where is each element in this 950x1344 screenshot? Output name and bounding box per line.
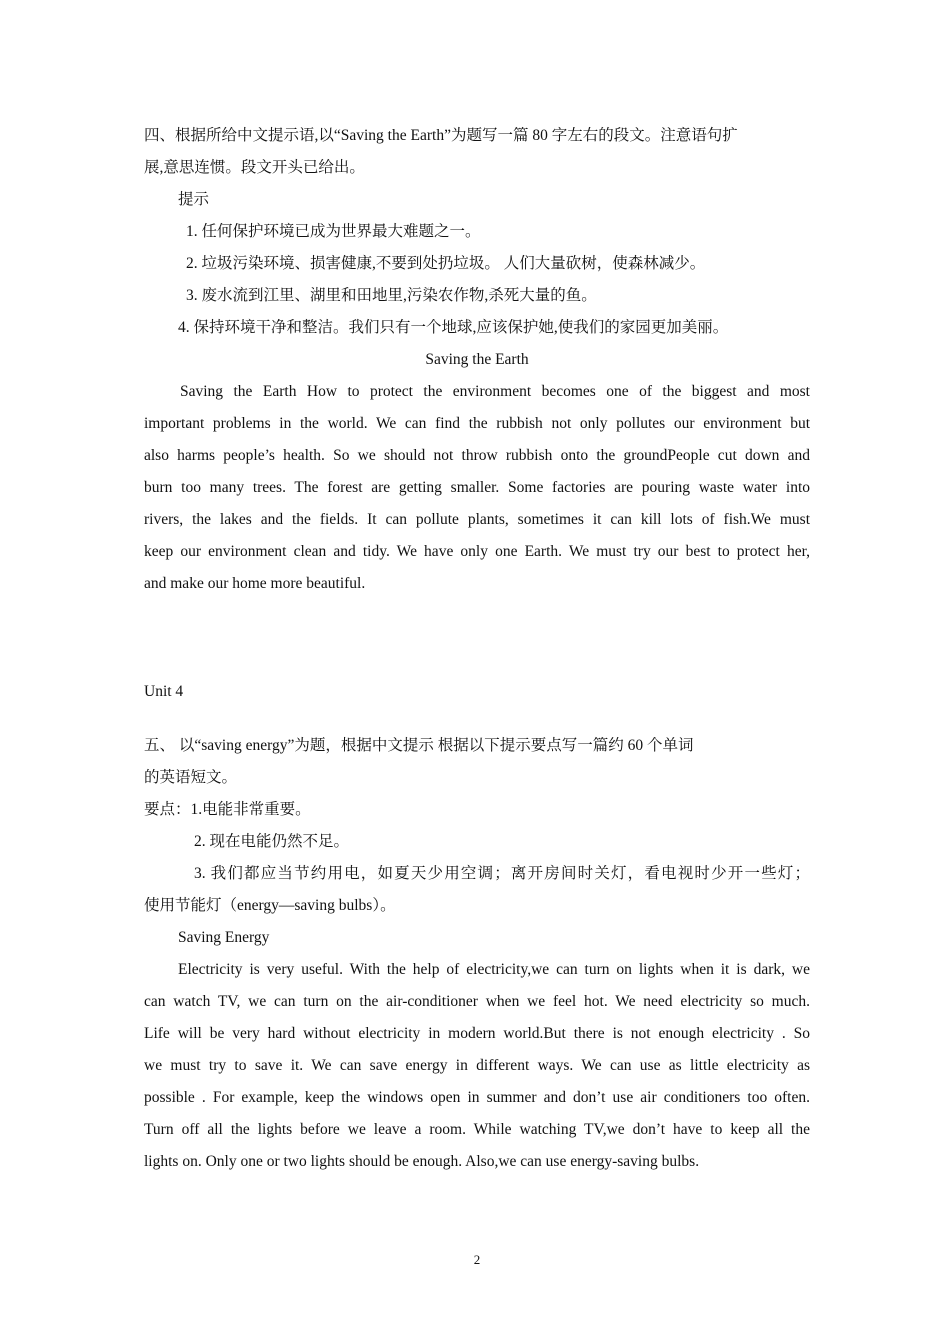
essay-earth-line: Saving the Earth How to protect the environment becomes one of the biggest and most (180, 383, 810, 400)
essay-title-energy: Saving Energy (178, 929, 270, 946)
essay-earth-line: burn too many trees. The forest are getting smaller. Some factories are pouring waste water into (144, 479, 810, 496)
point-item-3-line2: 使用节能灯（energy—saving bulbs）。 (144, 897, 396, 914)
points-label: 要点：1.电能非常重要。 (144, 801, 311, 818)
essay-earth-line: also harms people’s health. So we should not throw rubbish onto the groundPeople cut down and (144, 447, 810, 464)
essay-energy-line: Turn off all the lights before we leave a room. While watching TV,we don’t have to keep all the (144, 1121, 810, 1138)
section4-prompt-line2: 展,意思连惯。段文开头已给出。 (144, 159, 365, 176)
essay-energy-line: can watch TV, we can turn on the air-conditioner when we feel hot. We need electricity so much. (144, 993, 810, 1010)
hint-item-1: 1. 任何保护环境已成为世界最大难题之一。 (186, 223, 481, 240)
hint-item-4: 4. 保持环境干净和整洁。我们只有一个地球,应该保护她,使我们的家园更加美丽。 (178, 319, 729, 336)
essay-earth-line: important problems in the world. We can find the rubbish not only pollutes our environment but (144, 415, 810, 432)
hint-item-2: 2. 垃圾污染环境、损害健康,不要到处扔垃圾。 人们大量砍树，使森林减少。 (186, 255, 706, 272)
essay-earth-line: and make our home more beautiful. (144, 575, 366, 592)
point-item-3-line1: 3. 我们都应当节约用电，如夏天少用空调；离开房间时关灯，看电视时少开一些灯； (194, 865, 810, 882)
section4-prompt-line1: 四、根据所给中文提示语,以“Saving the Earth”为题写一篇 80 字左右的段文。注意语句扩 (144, 127, 738, 144)
essay-earth-line: keep our environment clean and tidy. We have only one Earth. We must try our best to protect her, (144, 543, 810, 560)
section5-prompt-line2: 的英语短文。 (144, 769, 238, 786)
essay-title-earth: Saving the Earth (425, 351, 529, 368)
essay-energy-line: Life will be very hard without electricity in modern world.But there is not enough electricity . So (144, 1025, 810, 1042)
essay-energy-line: lights on. Only one or two lights should be enough. Also,we can use energy-saving bulbs. (144, 1153, 700, 1170)
point-item-2: 2. 现在电能仍然不足。 (194, 833, 350, 850)
hint-item-3: 3. 废水流到江里、湖里和田地里,污染农作物,杀死大量的鱼。 (186, 287, 597, 304)
essay-energy-line: we must try to save it. We can save energy in different ways. We can use as little electricity as (144, 1057, 810, 1074)
unit-heading: Unit 4 (144, 683, 184, 700)
essay-energy-line: Electricity is very useful. With the help of electricity,we can turn on lights when it is dark, we (178, 961, 810, 978)
section5-prompt-line1: 五、 以“saving energy”为题，根据中文提示 根据以下提示要点写一篇约 60 个单词 (144, 737, 694, 754)
page-number: 2 (473, 1252, 481, 1267)
essay-earth-line: rivers, the lakes and the fields. It can pollute plants, sometimes it can kill lots of fish.We must (144, 511, 810, 528)
hint-label: 提示 (178, 191, 210, 208)
essay-energy-line: possible . For example, keep the windows open in summer and don’t use air conditioners too often. (144, 1089, 810, 1106)
